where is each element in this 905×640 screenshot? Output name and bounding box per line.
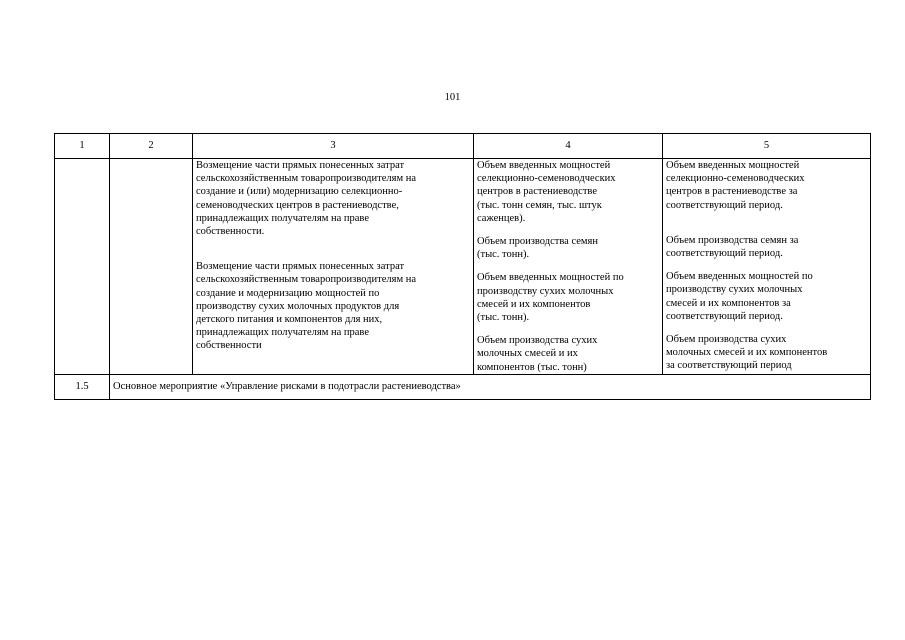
indicator-seed-production: Объем производства семян (тыс. тонн). (477, 236, 598, 261)
table-row (55, 159, 871, 375)
period-milk-production: Объем производства сухих молочных смесей и их компонентов за соответствующий период (666, 334, 828, 372)
column-header-4: 4 (474, 134, 663, 159)
indicator-period-cell (663, 159, 871, 375)
measure-description-dry-milk: Возмещение части прямых понесенных затрат сельскохозяйственным товаропроизводителям на создание и модернизацию мощностей по производству сухих молочных продуктов для детского питания и компонентов для них, принадлежащих получателям на праве собственности (196, 261, 416, 352)
page-number: 101 (444, 92, 461, 103)
main-activity-number: 1.5 (55, 374, 110, 399)
measure-description-seed-centers: Возмещение части прямых понесенных затрат сельскохозяйственным товаропроизводителям на создание и (или) модернизацию селекционно- семеноводческих центров в растениеводстве, принадлежащих получателям на праве собственности. (196, 160, 416, 238)
period-milk-capacity: Объем введенных мощностей по производству сухих молочных смесей и их компонентов за соответствующий период. (666, 271, 813, 322)
indicator-seed-capacity: Объем введенных мощностей селекционно-семеноводческих центров в растениеводстве (тыс. тонн семян, тыс. штук саженцев). (477, 160, 616, 224)
period-seed-capacity: Объем введенных мощностей селекционно-семеноводческих центров в растениеводстве за соответствующий период. (666, 160, 805, 211)
indicator-cell (474, 159, 663, 375)
indicator-milk-production: Объем производства сухих молочных смесей и их компонентов (тыс. тонн) (477, 335, 598, 373)
indicator-milk-capacity: Объем введенных мощностей по производству сухих молочных смесей и их компонентов (тыс. тонн). (477, 272, 624, 324)
column-header-2: 2 (110, 134, 193, 159)
period-seed-production: Объем производства семян за соответствующий период. (666, 234, 799, 260)
table-row (55, 374, 871, 399)
column-header-3: 3 (193, 134, 474, 159)
main-activity-title: Основное мероприятие «Управление рисками в подотрасли растениеводства» (110, 374, 871, 399)
row-number-cell (55, 159, 110, 375)
column-header-1: 1 (55, 134, 110, 159)
measure-name-cell (110, 159, 193, 375)
program-table (54, 133, 871, 400)
table-header-row (55, 134, 871, 159)
column-header-5: 5 (663, 134, 871, 159)
measure-description-cell (193, 159, 474, 375)
